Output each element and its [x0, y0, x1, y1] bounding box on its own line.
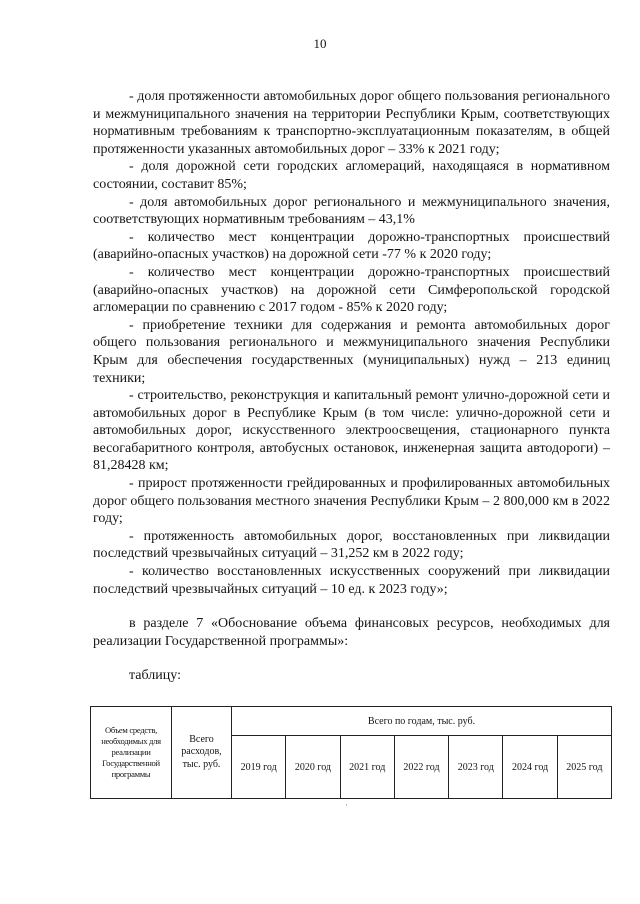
header-year-2022: 2022 год: [394, 736, 448, 799]
header-by-years: Всего по годам, тыс. руб.: [232, 707, 612, 736]
table-intro-word: таблицу:: [129, 668, 181, 684]
document-body: [93, 88, 610, 685]
page-number: 10: [313, 36, 327, 51]
header-year-2019: 2019 год: [232, 736, 286, 799]
section-7-intro: в разделе 7 «Обоснование объема финансовых ресурсов, необходимых для реализации Государственной программы»:: [93, 616, 610, 649]
header-total-expenses: Всего расходов, тыс. руб.: [172, 707, 232, 799]
bullet-restored-roads: - протяженность автомобильных дорог, восстановленных при ликвидации последствий чрезвычайных ситуаций – 31,252 км в 2022 году;: [93, 528, 610, 562]
bullet-road-share-2021: - доля протяженности автомобильных дорог общего пользования регионального и межмуниципального значения на территории Республики Крым, соответствующих нормативным требованиям к транспортно-эксплуатационным показателям, в общей протяженности указанных автомобильных дорог – 33% к 2021 году;: [93, 89, 610, 157]
bullet-restored-structures: - количество восстановленных искусственных сооружений при ликвидации последствий чрезвычайных ситуаций – 10 ед. к 2023 году»;: [93, 564, 610, 597]
header-year-2023: 2023 год: [449, 736, 503, 799]
bullet-graded-roads-growth: - прирост протяженности грейдированных и профилированных автомобильных дорог общего пользования местного значения Республики Крым – 2 800,000 км в 2022 году;: [93, 476, 610, 527]
header-year-2024: 2024 год: [503, 736, 557, 799]
financing-table-wrapper: [90, 706, 612, 799]
bullet-regional-roads-share: - доля автомобильных дорог регионального и межмуниципального значения, соответствующих нормативным требованиям – 43,1%: [93, 194, 610, 228]
bullet-equipment-purchase: - приобретение техники для содержания и ремонта автомобильных дорог общего пользования регионального и межмуниципального значения Республики Крым для обеспечения государственных (муниципальных) нужд – 213 единиц техники;: [93, 317, 610, 386]
bullet-agglomeration-share: - доля дорожной сети городских агломераций, находящаяся в нормативном состоянии, составит 85%;: [93, 159, 610, 192]
bullet-simferopol-accident-sites: - количество мест концентрации дорожно-транспортных происшествий (аварийно-опасных участков) на дорожной сети Симферопольской городской агломерации по сравнению с 2017 годом - 85% к 2020 году;: [93, 264, 610, 316]
bullet-construction-km: - строительство, реконструкция и капитальный ремонт улично-дорожной сети и автомобильных дорог в Республике Крым (в том числе: улично-дорожной сети и автомобильных дорог, искусственного электроосвещения, стационарного пункта весогабаритного контроля, автобусных остановок, инженерная защита автодороги) – 81,28428 км;: [93, 388, 610, 474]
scan-speck: ·: [345, 800, 348, 810]
header-funding-volume: Объем средств, необходимых для реализации Государственной программы: [91, 707, 172, 799]
bullet-accident-sites: - количество мест концентрации дорожно-транспортных происшествий (аварийно-опасных участков) на дорожной сети -77 % к 2020 году;: [93, 229, 610, 263]
header-year-2021: 2021 год: [340, 736, 394, 799]
header-year-2020: 2020 год: [286, 736, 340, 799]
financing-table: [90, 706, 612, 799]
header-year-2025: 2025 год: [557, 736, 611, 799]
